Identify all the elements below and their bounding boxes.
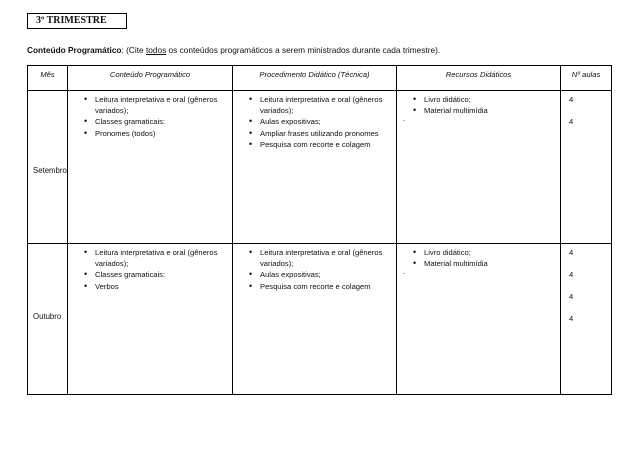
month-label: Outubro: [33, 312, 62, 321]
recursos-note: .: [403, 114, 406, 124]
list-item: • Ampliar frases utilizando pronomes: [233, 128, 396, 139]
aulas-value: 4: [569, 248, 574, 257]
recursos-cell: [397, 244, 561, 395]
list-item: • Classes gramaticais:: [68, 116, 232, 127]
aulas-cell: [561, 244, 612, 395]
list-item: • Verbos: [68, 281, 232, 292]
table-row: [28, 244, 612, 395]
aulas-value: 4: [569, 292, 574, 301]
list-item: • Material multimídia: [397, 258, 560, 269]
list-item: • Classes gramaticais:: [68, 269, 232, 280]
term-title: 3º TRIMESTRE: [27, 13, 127, 29]
table-row: [28, 91, 612, 244]
month-label: Setembro: [33, 166, 67, 175]
list-item: • Pesquisa com recorte e colagem: [233, 139, 396, 150]
list-item: • Leitura interpretativa e oral (gêneros variados);: [68, 94, 232, 116]
month-cell: [28, 91, 68, 244]
table-header-row: [28, 66, 612, 91]
list-item: • Leitura interpretativa e oral (gêneros variados);: [68, 247, 232, 269]
list-item: • Leitura interpretativa e oral (gêneros variados);: [233, 94, 396, 116]
aulas-value: 4: [569, 314, 574, 323]
col-header-aulas: Nº aulas: [561, 66, 612, 91]
aulas-cell: [561, 91, 612, 244]
recursos-cell: [397, 91, 561, 244]
month-cell: [28, 244, 68, 395]
col-header-mes: Mês: [28, 66, 68, 91]
intro-label: Conteúdo Programático: [27, 45, 122, 55]
list-item: • Livro didático;: [397, 94, 560, 105]
list-item: • Pesquisa com recorte e colagem: [233, 281, 396, 292]
aulas-value: 4: [569, 270, 574, 279]
recursos-note: .: [403, 267, 406, 277]
col-header-procedimento: Procedimento Didático (Técnica): [233, 66, 397, 91]
procedimento-cell: [233, 91, 397, 244]
list-item: • Aulas expositivas;: [233, 116, 396, 127]
intro-prefix: : (Cite: [121, 45, 146, 55]
list-item: • Leitura interpretativa e oral (gêneros variados);: [233, 247, 396, 269]
col-header-conteudo: Conteúdo Programático: [68, 66, 233, 91]
procedimento-cell: [233, 244, 397, 395]
lesson-plan-table: [27, 65, 612, 395]
intro-rest: os conteúdos programáticos a serem ministrados durante cada trimestre).: [166, 45, 441, 55]
intro-underlined: todos: [145, 45, 167, 55]
list-item: • Aulas expositivas;: [233, 269, 396, 280]
list-item: • Pronomes (todos): [68, 128, 232, 139]
conteudo-cell: [68, 244, 233, 395]
list-item: • Material multimídia: [397, 105, 560, 116]
intro-line: [27, 45, 440, 55]
conteudo-cell: [68, 91, 233, 244]
list-item: • Livro didático;: [397, 247, 560, 258]
aulas-value: 4: [569, 117, 574, 126]
col-header-recursos: Recursos Didáticos: [397, 66, 561, 91]
aulas-value: 4: [569, 95, 574, 104]
